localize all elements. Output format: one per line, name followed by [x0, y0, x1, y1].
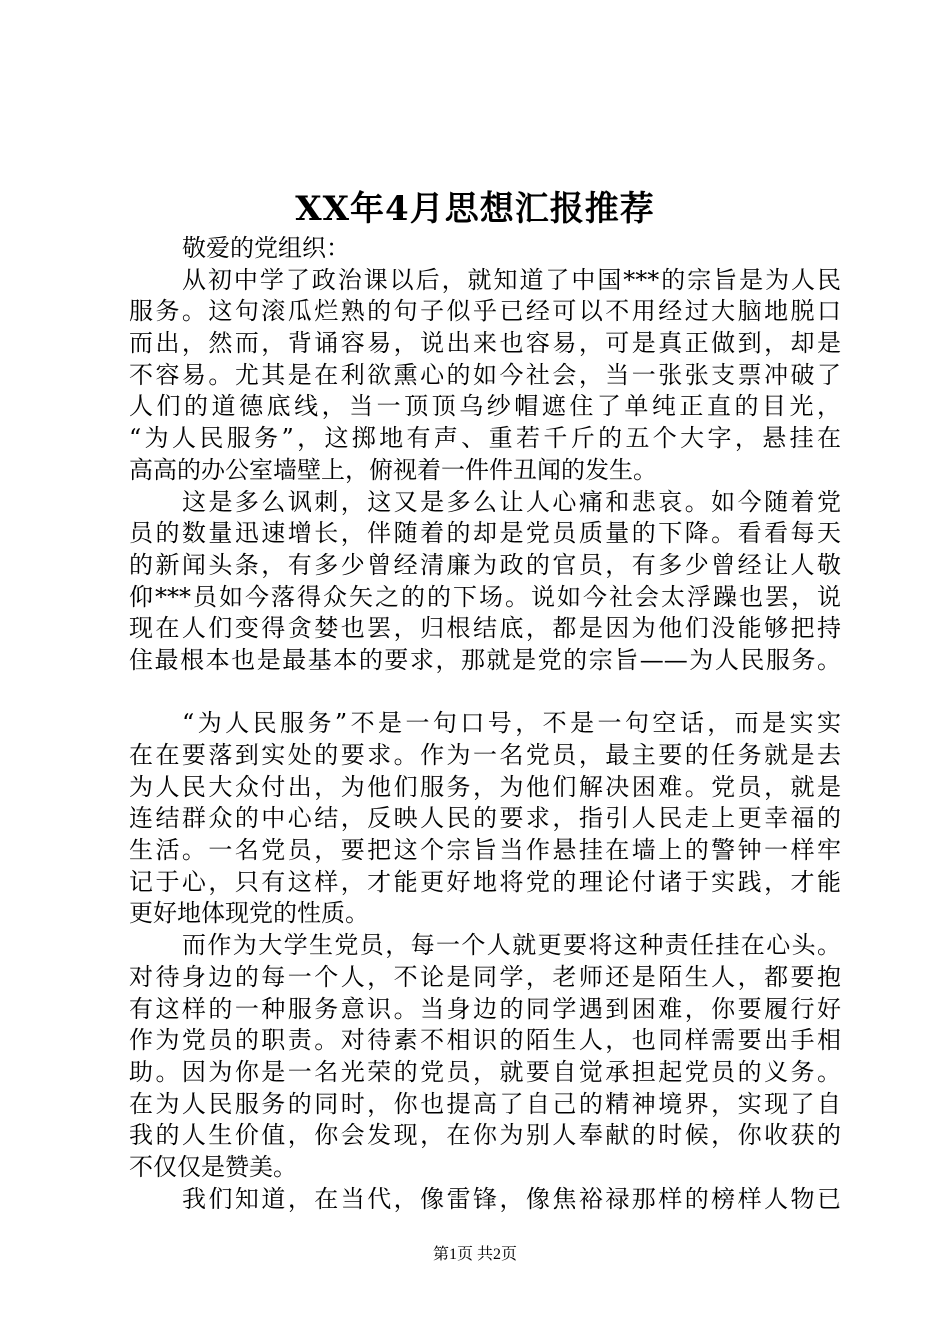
- page-footer: 第1页 共2页: [432, 1246, 517, 1263]
- text-line: 助。因为你是一名光荣的党员，就要自觉承担起党员的义务。: [129, 1057, 841, 1086]
- text-line: “为人民服务”，这掷地有声、重若千斤的五个大字，悬挂在: [129, 424, 841, 453]
- text-line: 而作为大学生党员，每一个人就更要将这种责任挂在心头。: [182, 931, 841, 960]
- text-line: 的新闻头条，有多少曾经清廉为政的官员，有多少曾经让人敬: [129, 550, 841, 579]
- text-line: 不容易。尤其是在利欲熏心的如今社会，当一张张支票冲破了: [129, 360, 841, 389]
- text-line: 敬爱的党组织：: [182, 234, 350, 262]
- text-line: 在为人民服务的同时，你也提高了自己的精神境界，实现了自: [129, 1089, 841, 1118]
- document-title: XX年4月思想汇报推荐: [295, 189, 655, 229]
- text-line: 高高的办公室墙壁上，俯视着一件件丑闻的发生。: [129, 455, 657, 484]
- text-line: 有这样的一种服务意识。当身边的同学遇到困难，你要履行好: [129, 994, 841, 1023]
- text-line: 连结群众的中心结，反映人民的要求，指引人民走上更幸福的: [129, 804, 841, 833]
- text-line: 服务。这句滚瓜烂熟的句子似乎已经可以不用经过大脑地脱口: [129, 297, 841, 326]
- text-line: 作为党员的职责。对待素不相识的陌生人，也同样需要出手相: [129, 1026, 841, 1055]
- text-line: 不仅仅是赞美。: [129, 1152, 297, 1181]
- document-body: [129, 233, 841, 1215]
- text-line: 这是多么讽刺，这又是多么让人心痛和悲哀。如今随着党: [182, 487, 841, 516]
- text-line: 更好地体现党的性质。: [129, 899, 369, 928]
- text-line: 而出，然而，背诵容易，说出来也容易，可是真正做到，却是: [129, 329, 841, 358]
- text-line: 员的数量迅速增长，伴随着的却是党员质量的下降。看看每天: [129, 519, 841, 548]
- text-line: 人们的道德底线，当一顶顶乌纱帽遮住了单纯正直的目光，: [129, 392, 841, 421]
- text-line: 住最根本也是最基本的要求，那就是党的宗旨——为人民服务。: [129, 645, 841, 674]
- text-line: “为人民服务”不是一句口号，不是一句空话，而是实实: [182, 709, 841, 738]
- text-line: 对待身边的每一个人，不论是同学，老师还是陌生人，都要抱: [129, 962, 841, 991]
- text-line: 仰***员如今落得众矢之的的下场。说如今社会太浮躁也罢，说: [129, 582, 841, 611]
- text-line: 我们知道，在当代，像雷锋，像焦裕禄那样的榜样人物已: [182, 1184, 841, 1213]
- blank-line: [129, 677, 841, 709]
- text-line: 为人民大众付出，为他们服务，为他们解决困难。党员，就是: [129, 772, 841, 801]
- text-line: 记于心，只有这样，才能更好地将党的理论付诸于实践，才能: [129, 867, 841, 896]
- text-line: 从初中学了政治课以后，就知道了中国***的宗旨是为人民: [182, 265, 841, 294]
- text-line: 现在人们变得贪婪也罢，归根结底，都是因为他们没能够把持: [129, 614, 841, 643]
- text-line: 我的人生价值，你会发现，在你为别人奉献的时候，你收获的: [129, 1121, 841, 1150]
- text-line: 在在要落到实处的要求。作为一名党员，最主要的任务就是去: [129, 741, 841, 769]
- text-line: 生活。一名党员，要把这个宗旨当作悬挂在墙上的警钟一样牢: [129, 836, 841, 865]
